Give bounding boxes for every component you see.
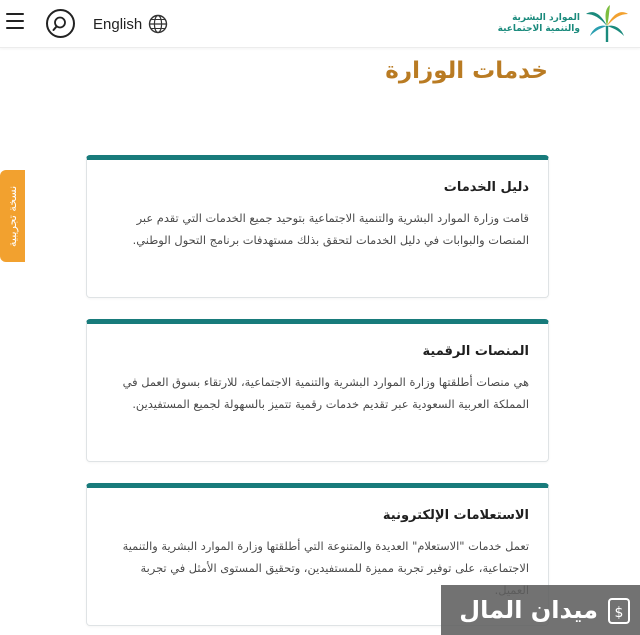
top-header [0,0,640,48]
card-description: تعمل خدمات "الاستعلام" العديدة والمتنوعة التي أطلقتها وزارة الموارد البشرية والتنمية الاجتماعية، على توفير تجربة مميزة للمستفيدين، وتحقيق المستوى الأمثل في تجربة [122,539,529,575]
palm-logo-icon [584,4,630,44]
card-description: قامت وزارة الموارد البشرية والتنمية الاجتماعية بتوحيد جميع الخدمات التي تقدم عبر المنصات والبوابات في دليل الخدمات لتحقق بذلك مستهدفات برنامج التحول الوطني. [132,211,529,247]
language-switch[interactable] [93,12,168,36]
service-card-services-guide[interactable] [86,155,549,298]
money-bag-icon [606,595,632,625]
hamburger-menu-icon[interactable] [6,13,24,29]
search-icon [52,15,70,33]
service-card-digital-platforms[interactable] [86,319,549,462]
logo-line2: والتنمية الاجتماعية [497,24,580,34]
svg-text:$: $ [614,605,624,621]
search-button[interactable] [46,9,75,38]
ministry-logo[interactable] [498,4,630,44]
page-title: خدمات الوزارة [385,58,548,84]
card-title: المنصات الرقمية [422,344,529,359]
language-label: English [93,15,143,33]
logo-line1: الموارد البشرية [512,13,580,23]
card-title: دليل الخدمات [443,180,529,195]
logo-text [498,13,580,35]
card-description: هي منصات أطلقتها وزارة الموارد البشرية والتنمية الاجتماعية، للارتقاء بسوق العمل في المملكة العربية السعودية عبر تقديم خدمات رقمية تتميز بالسهولة لجميع المستفيدين. [122,375,529,411]
watermark-overlay [441,585,640,635]
globe-icon [148,14,168,34]
card-title: الاستعلامات الإلكترونية [382,508,529,523]
watermark-text: ميدان المال [459,596,598,624]
beta-version-tab[interactable]: نسخة تجريبية [0,170,25,262]
